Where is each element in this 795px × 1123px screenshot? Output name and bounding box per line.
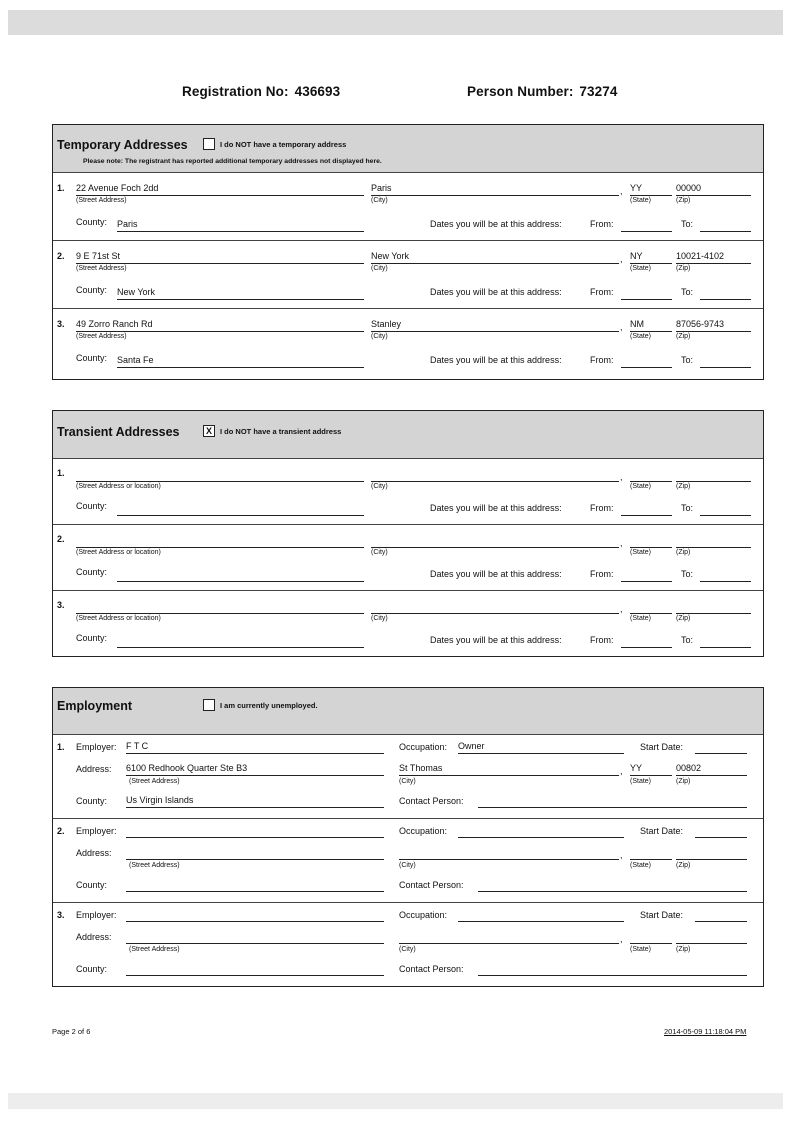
row-number: 3.	[57, 600, 65, 610]
to-label: To:	[681, 219, 694, 229]
zip-caption: (Zip)	[676, 615, 691, 622]
city-caption: (City)	[399, 862, 416, 869]
zip-field[interactable]: 87056-9743	[676, 319, 751, 332]
zip-field[interactable]	[676, 847, 747, 860]
temporary-addresses-title: Temporary Addresses	[57, 138, 188, 152]
employment-section	[52, 687, 764, 987]
registration-label: Registration No:	[182, 84, 289, 99]
from-label: From:	[590, 219, 614, 229]
county-label: County:	[76, 567, 108, 577]
employment-row	[53, 735, 763, 819]
contact-person-label: Contact Person:	[399, 964, 464, 974]
to-label: To:	[681, 635, 694, 645]
city-caption: (City)	[371, 549, 388, 556]
dates-label: Dates you will be at this address:	[430, 355, 562, 365]
street-location-field[interactable]	[76, 535, 364, 548]
row-number: 1.	[57, 183, 65, 193]
city-field[interactable]: Stanley	[371, 319, 619, 332]
city-caption: (City)	[371, 333, 388, 340]
zip-field[interactable]	[676, 601, 751, 614]
state-field[interactable]: NM	[630, 319, 672, 332]
comma-separator: ,	[620, 766, 623, 776]
state-caption: (State)	[630, 197, 652, 204]
city-caption: (City)	[399, 778, 416, 785]
temporary-address-row	[53, 309, 763, 377]
street-address-caption: (Street Address)	[129, 946, 180, 953]
from-label: From:	[590, 569, 614, 579]
state-caption: (State)	[630, 483, 652, 490]
city-caption: (City)	[371, 483, 388, 490]
street-location-caption: (Street Address or location)	[76, 615, 161, 622]
comma-separator: ,	[620, 538, 623, 548]
to-label: To:	[681, 355, 694, 365]
street-address-field[interactable]: 9 E 71st St	[76, 251, 364, 264]
comma-separator: ,	[620, 850, 623, 860]
state-field[interactable]	[630, 847, 672, 860]
row-number: 2.	[57, 251, 65, 261]
employer-field[interactable]: F T C	[126, 741, 384, 754]
address-label: Address:	[76, 932, 112, 942]
page-number: Page 2 of 6	[52, 1027, 91, 1036]
street-location-field[interactable]	[76, 469, 364, 482]
state-field[interactable]	[630, 931, 672, 944]
state-field[interactable]: YY	[630, 763, 672, 776]
state-field[interactable]	[630, 535, 672, 548]
city-caption: (City)	[371, 265, 388, 272]
contact-person-field[interactable]	[478, 795, 747, 808]
row-number: 3.	[57, 910, 65, 920]
employment-header	[53, 688, 763, 735]
zip-caption: (Zip)	[676, 333, 691, 340]
comma-separator: ,	[620, 322, 623, 332]
dates-label: Dates you will be at this address:	[430, 287, 562, 297]
county-field[interactable]	[117, 503, 364, 516]
from-date-field[interactable]	[621, 503, 672, 516]
zip-caption: (Zip)	[676, 862, 691, 869]
row-number: 3.	[57, 319, 65, 329]
county-label: County:	[76, 880, 108, 890]
contact-person-field[interactable]	[478, 879, 747, 892]
address-label: Address:	[76, 764, 112, 774]
comma-separator: ,	[620, 472, 623, 482]
from-label: From:	[590, 287, 614, 297]
city-field[interactable]: Paris	[371, 183, 619, 196]
to-date-field[interactable]	[700, 219, 751, 232]
dates-label: Dates you will be at this address:	[430, 635, 562, 645]
to-date-field[interactable]	[700, 355, 751, 368]
temporary-address-row	[53, 173, 763, 241]
street-location-caption: (Street Address or location)	[76, 483, 161, 490]
street-address-field[interactable]	[126, 931, 384, 944]
dates-label: Dates you will be at this address:	[430, 503, 562, 513]
state-field[interactable]	[630, 601, 672, 614]
start-date-field[interactable]	[695, 741, 747, 754]
transient-addresses-section	[52, 410, 764, 657]
from-date-field[interactable]	[621, 219, 672, 232]
city-caption: (City)	[371, 615, 388, 622]
state-caption: (State)	[630, 265, 652, 272]
state-field[interactable]: YY	[630, 183, 672, 196]
employment-title: Employment	[57, 699, 133, 713]
contact-person-field[interactable]	[478, 963, 747, 976]
zip-caption: (Zip)	[676, 778, 691, 785]
county-field[interactable]: New York	[117, 287, 364, 300]
state-caption: (State)	[630, 333, 652, 340]
county-label: County:	[76, 501, 108, 511]
occupation-field[interactable]	[458, 909, 624, 922]
to-date-field[interactable]	[700, 569, 751, 582]
county-label: County:	[76, 796, 108, 806]
no-temporary-address-label: I do NOT have a temporary address	[220, 140, 347, 149]
county-field[interactable]: Paris	[117, 219, 364, 232]
no-transient-address-checkbox[interactable]: X	[203, 425, 215, 437]
state-caption: (State)	[630, 549, 652, 556]
county-field[interactable]	[117, 635, 364, 648]
start-date-label: Start Date:	[640, 742, 684, 752]
unemployed-label: I am currently unemployed.	[220, 701, 318, 710]
county-label: County:	[76, 964, 108, 974]
comma-separator: ,	[620, 186, 623, 196]
city-field[interactable]	[371, 469, 619, 482]
employer-field[interactable]	[126, 825, 384, 838]
street-address-caption: (Street Address)	[129, 862, 180, 869]
temporary-addresses-note: Please note: The registrant has reported additional temporary addresses not displayed here.	[83, 158, 382, 165]
transient-address-row	[53, 525, 763, 591]
registration-number	[182, 84, 340, 99]
employer-label: Employer:	[76, 826, 117, 836]
to-label: To:	[681, 287, 694, 297]
start-date-label: Start Date:	[640, 826, 684, 836]
contact-person-label: Contact Person:	[399, 880, 464, 890]
zip-caption: (Zip)	[676, 946, 691, 953]
comma-separator: ,	[620, 934, 623, 944]
from-date-field[interactable]	[621, 355, 672, 368]
no-transient-address-label: I do NOT have a transient address	[220, 427, 342, 436]
address-label: Address:	[76, 848, 112, 858]
zip-caption: (Zip)	[676, 549, 691, 556]
county-field[interactable]	[126, 879, 384, 892]
street-location-caption: (Street Address or location)	[76, 549, 161, 556]
person-label: Person Number:	[467, 84, 574, 99]
occupation-label: Occupation:	[399, 910, 448, 920]
county-field[interactable]	[117, 569, 364, 582]
street-address-caption: (Street Address)	[76, 197, 127, 204]
start-date-field[interactable]	[695, 909, 747, 922]
occupation-label: Occupation:	[399, 742, 448, 752]
person-number	[467, 84, 617, 99]
start-date-field[interactable]	[695, 825, 747, 838]
dates-label: Dates you will be at this address:	[430, 219, 562, 229]
state-caption: (State)	[630, 778, 652, 785]
transient-addresses-title: Transient Addresses	[57, 425, 180, 439]
from-date-field[interactable]	[621, 569, 672, 582]
street-address-field[interactable]: 22 Avenue Foch 2dd	[76, 183, 364, 196]
state-field[interactable]: NY	[630, 251, 672, 264]
contact-person-label: Contact Person:	[399, 796, 464, 806]
state-caption: (State)	[630, 946, 652, 953]
county-label: County:	[76, 353, 108, 363]
from-date-field[interactable]	[621, 635, 672, 648]
city-field[interactable]	[371, 601, 619, 614]
transient-address-row	[53, 459, 763, 525]
temporary-addresses-section	[52, 124, 764, 380]
occupation-label: Occupation:	[399, 826, 448, 836]
employer-label: Employer:	[76, 742, 117, 752]
to-date-field[interactable]	[700, 287, 751, 300]
employer-field[interactable]	[126, 909, 384, 922]
transient-address-row	[53, 591, 763, 657]
from-label: From:	[590, 355, 614, 365]
zip-caption: (Zip)	[676, 197, 691, 204]
city-field[interactable]: St Thomas	[399, 763, 619, 776]
county-field[interactable]	[126, 963, 384, 976]
city-caption: (City)	[371, 197, 388, 204]
county-label: County:	[76, 217, 108, 227]
zip-field[interactable]	[676, 535, 751, 548]
no-temporary-address-checkbox[interactable]	[203, 138, 215, 150]
print-timestamp: 2014-05-09 11:18:04 PM	[664, 1027, 747, 1036]
zip-field[interactable]	[676, 931, 747, 944]
street-address-field[interactable]: 6100 Redhook Quarter Ste B3	[126, 763, 384, 776]
zip-field[interactable]	[676, 469, 751, 482]
zip-field[interactable]: 00802	[676, 763, 747, 776]
city-field[interactable]: New York	[371, 251, 619, 264]
from-label: From:	[590, 503, 614, 513]
bottom-scan-band	[8, 1093, 783, 1109]
to-date-field[interactable]	[700, 503, 751, 516]
zip-caption: (Zip)	[676, 265, 691, 272]
comma-separator: ,	[620, 604, 623, 614]
zip-caption: (Zip)	[676, 483, 691, 490]
city-field[interactable]	[399, 931, 619, 944]
street-address-caption: (Street Address)	[76, 265, 127, 272]
row-number: 2.	[57, 534, 65, 544]
zip-field[interactable]: 00000	[676, 183, 751, 196]
row-number: 1.	[57, 468, 65, 478]
registration-value: 436693	[294, 84, 341, 99]
to-label: To:	[681, 569, 694, 579]
to-date-field[interactable]	[700, 635, 751, 648]
dates-label: Dates you will be at this address:	[430, 569, 562, 579]
county-field[interactable]: Us Virgin Islands	[126, 795, 384, 808]
county-label: County:	[76, 633, 108, 643]
top-scan-band	[8, 10, 783, 35]
occupation-field[interactable]: Owner	[458, 741, 624, 754]
city-field[interactable]	[399, 847, 619, 860]
street-address-field[interactable]	[126, 847, 384, 860]
temporary-address-row	[53, 241, 763, 309]
row-number: 1.	[57, 742, 65, 752]
from-date-field[interactable]	[621, 287, 672, 300]
street-address-field[interactable]: 49 Zorro Ranch Rd	[76, 319, 364, 332]
transient-addresses-header	[53, 411, 763, 459]
county-field[interactable]: Santa Fe	[117, 355, 364, 368]
employer-label: Employer:	[76, 910, 117, 920]
unemployed-checkbox[interactable]	[203, 699, 215, 711]
to-label: To:	[681, 503, 694, 513]
employment-row	[53, 903, 763, 986]
city-caption: (City)	[399, 946, 416, 953]
start-date-label: Start Date:	[640, 910, 684, 920]
state-caption: (State)	[630, 862, 652, 869]
from-label: From:	[590, 635, 614, 645]
state-field[interactable]	[630, 469, 672, 482]
zip-field[interactable]: 10021-4102	[676, 251, 751, 264]
comma-separator: ,	[620, 254, 623, 264]
street-address-caption: (Street Address)	[76, 333, 127, 340]
temporary-addresses-header	[53, 125, 763, 173]
street-address-caption: (Street Address)	[129, 778, 180, 785]
county-label: County:	[76, 285, 108, 295]
occupation-field[interactable]	[458, 825, 624, 838]
employment-row	[53, 819, 763, 903]
city-field[interactable]	[371, 535, 619, 548]
state-caption: (State)	[630, 615, 652, 622]
person-value: 73274	[579, 84, 618, 99]
row-number: 2.	[57, 826, 65, 836]
street-location-field[interactable]	[76, 601, 364, 614]
